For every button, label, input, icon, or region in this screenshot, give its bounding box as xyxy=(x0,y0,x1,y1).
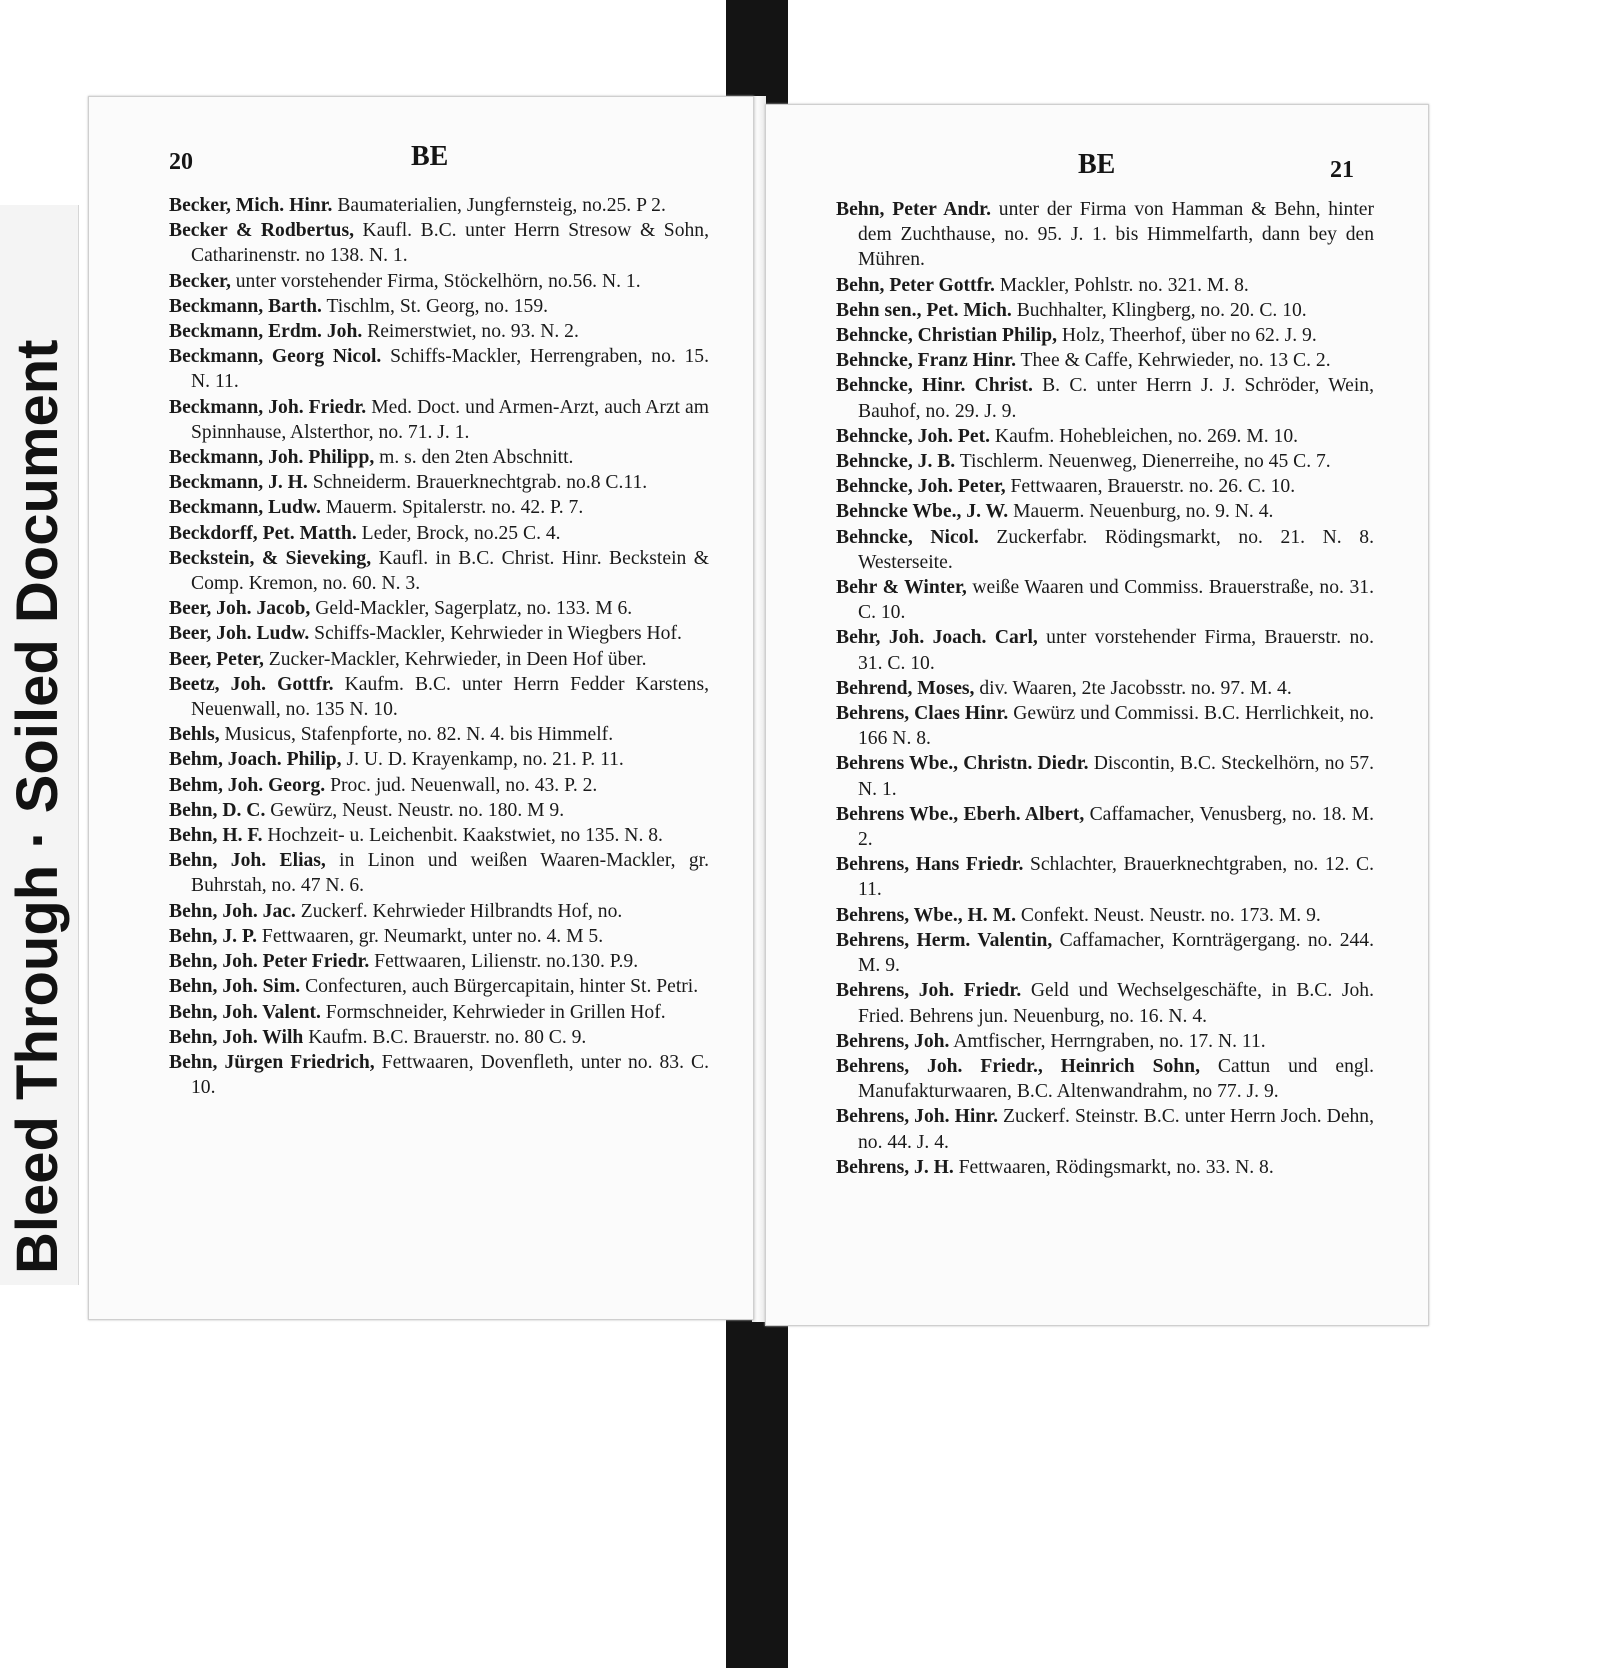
directory-entry xyxy=(836,1104,1374,1154)
directory-entry xyxy=(836,928,1374,978)
directory-entry xyxy=(836,348,1374,373)
entry-details: div. Waaren, 2te Jacobsstr. no. 97. M. 4. xyxy=(974,677,1292,699)
entry-name: Behncke, Joh. Pet. xyxy=(836,425,991,447)
entry-details: Caffamacher, Venusberg, no. 18. M. 2. xyxy=(858,803,1375,851)
entry-name: Behrens, Herm. Valentin, xyxy=(836,929,1053,951)
entry-name: Behls, xyxy=(169,724,220,746)
entry-name: Behrens Wbe., Christn. Diedr. xyxy=(836,753,1089,775)
directory-entry xyxy=(169,899,709,924)
entry-details: Zuckerf. Steinstr. B.C. unter Herrn Joch. Dehn, no. 44. J. 4. xyxy=(858,1106,1375,1153)
directory-entries xyxy=(169,193,709,1100)
entry-name: Beetz, Joh. Gottfr. xyxy=(169,673,334,695)
entry-name: Beckmann, Joh. Philipp, xyxy=(169,447,375,469)
entry-details: B. C. unter Herrn J. J. Schröder, Wein, Bauhof, no. 29. J. 9. xyxy=(858,375,1374,422)
left-page xyxy=(88,96,754,1320)
entry-name: Behrens, Hans Friedr. xyxy=(836,854,1024,876)
entry-details: Buchhalter, Klingberg, no. 20. C. 10. xyxy=(1011,299,1307,321)
entry-details: Gewürz und Commissi. B.C. Herrlichkeit, no. 166 N. 8. xyxy=(858,703,1374,750)
entry-name: Behn, Joh. Sim. xyxy=(169,976,301,998)
entry-details: Formschneider, Kehrwieder in Grillen Hof. xyxy=(320,1001,666,1023)
directory-entry xyxy=(836,802,1374,852)
entry-name: Behrens, Joh. Hinr. xyxy=(836,1106,998,1128)
entry-details: Kaufm. B.C. Brauerstr. no. 80 C. 9. xyxy=(303,1026,587,1048)
entry-name: Behn sen., Pet. Mich. xyxy=(836,299,1012,321)
entry-details: unter vorstehender Firma, Stöckelhörn, no.56. N. 1. xyxy=(230,270,641,292)
entry-details: Caffamacher, Kornträgergang. no. 244. M. 9. xyxy=(858,929,1374,977)
directory-entry xyxy=(169,1000,709,1025)
entry-name: Behn, Joh. Peter Friedr. xyxy=(169,951,370,973)
entry-name: Becker, Mich. Hinr. xyxy=(169,195,333,216)
directory-entry xyxy=(836,903,1374,928)
entry-name: Behr & Winter, xyxy=(836,577,967,599)
directory-entry xyxy=(169,722,709,747)
entry-details: Fettwaaren, Lilienstr. no.130. P.9. xyxy=(369,951,639,973)
entry-details: Kaufm. Hohebleichen, no. 269. M. 10. xyxy=(990,425,1299,447)
directory-entry xyxy=(169,747,709,772)
entry-name: Behncke, Nicol. xyxy=(836,526,979,548)
entry-details: Holz, Theerhof, über no 62. J. 9. xyxy=(1057,325,1317,347)
directory-entry xyxy=(169,445,709,470)
entry-name: Behn, D. C. xyxy=(169,799,266,821)
directory-entry xyxy=(169,218,709,268)
directory-entry xyxy=(169,848,709,898)
entry-details: Confecturen, auch Bürgercapitain, hinter St. Petri. xyxy=(300,976,699,998)
entry-details: in Linon und weißen Waaren-Mackler, gr. Buhrstah, no. 47 N. 6. xyxy=(191,850,709,897)
entry-details: unter der Firma von Hamman & Behn, hinter dem Zuchthause, no. 95. J. 1. bis Himmelfarth, dann bey den Mühren. xyxy=(858,199,1374,271)
entry-name: Behncke, J. B. xyxy=(836,451,956,473)
entry-details: Fettwaaren, Rödingsmarkt, no. 33. N. 8. xyxy=(953,1156,1274,1178)
entry-name: Behn, Jürgen Friedrich, xyxy=(169,1051,375,1073)
entry-details: Zuckerfabr. Rödingsmarkt, no. 21. N. 8. Westerseite. xyxy=(858,526,1374,573)
directory-entry xyxy=(169,596,709,621)
entry-details: Schneiderm. Brauerknechtgrab. no.8 C.11. xyxy=(307,472,648,494)
directory-entry xyxy=(169,647,709,672)
directory-entry xyxy=(169,1025,709,1050)
entry-details: Proc. jud. Neuenwall, no. 43. P. 2. xyxy=(325,774,598,796)
entry-details: Leder, Brock, no.25 C. 4. xyxy=(356,522,561,544)
directory-entry xyxy=(836,978,1374,1028)
entry-details: Cattun und engl. Manufakturwaaren, B.C. Altenwandrahm, no 77. J. 9. xyxy=(858,1055,1375,1103)
entry-details: Schiffs-Mackler, Herrengraben, no. 15. N. 11. xyxy=(191,346,710,393)
directory-entry xyxy=(836,273,1374,298)
directory-entry xyxy=(836,197,1374,273)
right-page xyxy=(765,104,1429,1326)
directory-entry xyxy=(836,424,1374,449)
directory-entry xyxy=(169,773,709,798)
directory-entry xyxy=(836,1029,1374,1054)
entry-details: Zuckerf. Kehrwieder Hilbrandts Hof, no. xyxy=(295,900,623,922)
directory-entry xyxy=(169,672,709,722)
entry-name: Behncke Wbe., J. W. xyxy=(836,501,1009,523)
directory-entry xyxy=(169,395,709,445)
entry-name: Beckstein, & Sieveking, xyxy=(169,547,372,569)
entry-details: Tischlm, St. Georg, no. 159. xyxy=(321,295,549,317)
entry-details: Fettwaaren, gr. Neumarkt, unter no. 4. M 5. xyxy=(257,925,604,947)
entry-name: Behn, J. P. xyxy=(169,925,258,947)
entry-details: Med. Doct. und Armen-Arzt, auch Arzt am Spinnhause, Alsterthor, no. 71. J. 1. xyxy=(191,396,709,443)
directory-entry xyxy=(836,575,1374,625)
entry-name: Behrens, Joh. xyxy=(836,1030,950,1052)
directory-entry xyxy=(169,949,709,974)
directory-entry xyxy=(169,621,709,646)
directory-entry xyxy=(169,294,709,319)
directory-entry xyxy=(169,823,709,848)
entry-name: Behn, Joh. Jac. xyxy=(169,900,296,922)
entry-name: Becker & Rodbertus, xyxy=(169,220,354,242)
entry-details: Musicus, Stafenpforte, no. 82. N. 4. bis Himmelf. xyxy=(219,724,614,746)
scanner-spine-bottom xyxy=(726,1306,788,1668)
directory-entry xyxy=(836,474,1374,499)
entry-details: Geld und Wechselgeschäfte, in B.C. Joh. Fried. Behrens jun. Neuenburg, no. 16. N. 4. xyxy=(858,980,1374,1027)
entry-name: Behncke, Christian Philip, xyxy=(836,325,1058,347)
book-gutter xyxy=(752,96,766,1322)
running-head: BE xyxy=(411,141,449,172)
directory-entry xyxy=(169,924,709,949)
entry-details: Fettwaaren, Brauerstr. no. 26. C. 10. xyxy=(1005,476,1296,498)
entry-details: Reimerstwiet, no. 93. N. 2. xyxy=(362,321,579,343)
entry-name: Behn, Joh. Valent. xyxy=(169,1001,321,1023)
directory-entry xyxy=(836,373,1374,423)
directory-entry xyxy=(836,676,1374,701)
entry-details: Discontin, B.C. Steckelhörn, no 57. N. 1. xyxy=(858,753,1375,800)
entry-name: Beckmann, Ludw. xyxy=(169,497,321,519)
entry-name: Behrend, Moses, xyxy=(836,677,975,699)
directory-entry xyxy=(836,499,1374,524)
entry-name: Behrens, Wbe., H. M. xyxy=(836,904,1016,926)
directory-entry xyxy=(169,521,709,546)
directory-entry xyxy=(169,269,709,294)
directory-entry xyxy=(836,625,1374,675)
directory-entry xyxy=(836,298,1374,323)
entry-details: Mauerm. Neuenburg, no. 9. N. 4. xyxy=(1008,501,1274,523)
entry-name: Behn, Peter Andr. xyxy=(836,199,991,220)
entry-name: Beer, Joh. Jacob, xyxy=(169,598,311,620)
entry-details: J. U. D. Krayenkamp, no. 21. P. 11. xyxy=(341,749,624,771)
directory-entry xyxy=(836,525,1374,575)
entry-name: Becker, xyxy=(169,270,231,292)
entry-name: Behm, Joach. Philip, xyxy=(169,749,342,771)
entry-name: Behn, Peter Gottfr. xyxy=(836,274,995,296)
entry-details: Zucker-Mackler, Kehrwieder, in Deen Hof über. xyxy=(263,648,647,670)
directory-entry xyxy=(169,1050,709,1100)
entry-name: Behncke, Joh. Peter, xyxy=(836,476,1006,498)
entry-details: m. s. den 2ten Abschnitt. xyxy=(374,447,574,469)
directory-entry xyxy=(169,470,709,495)
entry-name: Behr, Joh. Joach. Carl, xyxy=(836,627,1038,649)
entry-name: Beer, Joh. Ludw. xyxy=(169,623,310,645)
entry-details: Schiffs-Mackler, Kehrwieder in Wiegbers Hof. xyxy=(309,623,682,645)
entry-details: Gewürz, Neust. Neustr. no. 180. M 9. xyxy=(265,799,565,821)
entry-name: Behrens Wbe., Eberh. Albert, xyxy=(836,803,1085,825)
directory-entry xyxy=(836,852,1374,902)
entry-details: Mauerm. Spitalerstr. no. 42. P. 7. xyxy=(320,497,584,519)
entry-details: Mackler, Pohlstr. no. 321. M. 8. xyxy=(994,274,1249,296)
directory-entry xyxy=(836,1155,1374,1180)
entry-name: Beckmann, J. H. xyxy=(169,472,308,494)
entry-details: Fettwaaren, Dovenfleth, unter no. 83. C. 10. xyxy=(191,1051,709,1099)
entry-details: Tischlerm. Neuenweg, Dienerreihe, no 45 C. 7. xyxy=(955,451,1331,473)
entry-details: Confekt. Neust. Neustr. no. 173. M. 9. xyxy=(1015,904,1321,926)
entry-details: Schlachter, Brauerknechtgraben, no. 12. C. 11. xyxy=(858,854,1374,901)
entry-details: Amtfischer, Herrngraben, no. 17. N. 11. xyxy=(949,1030,1266,1052)
entry-details: Hochzeit- u. Leichenbit. Kaakstwiet, no 135. N. 8. xyxy=(262,825,663,847)
directory-entry xyxy=(169,546,709,596)
directory-entry xyxy=(169,974,709,999)
entry-name: Behrens, Joh. Friedr. xyxy=(836,980,1022,1002)
directory-entry xyxy=(169,193,709,218)
entry-name: Behn, Joh. Elias, xyxy=(169,850,326,872)
entry-name: Beckdorff, Pet. Matth. xyxy=(169,522,357,544)
directory-entry xyxy=(836,323,1374,348)
directory-entry xyxy=(836,751,1374,801)
directory-entry xyxy=(836,1054,1374,1104)
entry-details: unter vorstehender Firma, Brauerstr. no. 31. C. 10. xyxy=(858,627,1374,674)
directory-entry xyxy=(169,798,709,823)
entry-details: Thee & Caffe, Kehrwieder, no. 13 C. 2. xyxy=(1015,350,1331,372)
entry-name: Behn, Joh. Wilh xyxy=(169,1026,304,1048)
directory-entries xyxy=(836,197,1374,1180)
page-number: 20 xyxy=(169,149,193,175)
entry-details: Kaufl. B.C. unter Herrn Stresow & Sohn, Catharinenstr. no 138. N. 1. xyxy=(191,220,709,267)
entry-name: Beckmann, Barth. xyxy=(169,295,322,317)
entry-details: Geld-Mackler, Sagerplatz, no. 133. M 6. xyxy=(310,598,633,620)
directory-entry xyxy=(169,495,709,520)
directory-entry xyxy=(836,449,1374,474)
entry-details: Kaufm. B.C. unter Herrn Fedder Karstens, Neuenwall, no. 135 N. 10. xyxy=(191,673,710,721)
entry-name: Behrens, Joh. Friedr., Heinrich Sohn, xyxy=(836,1055,1200,1077)
directory-entry xyxy=(169,319,709,344)
entry-name: Beckmann, Erdm. Joh. xyxy=(169,321,363,343)
entry-name: Beckmann, Georg Nicol. xyxy=(169,346,382,368)
directory-entry xyxy=(836,701,1374,751)
entry-name: Behrens, Claes Hinr. xyxy=(836,703,1009,725)
entry-name: Behncke, Franz Hinr. xyxy=(836,350,1016,372)
entry-details: Kaufl. in B.C. Christ. Hinr. Beckstein & Comp. Kremon, no. 60. N. 3. xyxy=(191,547,710,595)
entry-name: Behncke, Hinr. Christ. xyxy=(836,375,1033,397)
running-head: BE xyxy=(1078,149,1116,180)
scanner-spine-top xyxy=(726,0,788,108)
entry-name: Behrens, J. H. xyxy=(836,1156,954,1178)
entry-name: Behm, Joh. Georg. xyxy=(169,774,326,796)
entry-details: weiße Waaren und Commiss. Brauerstraße, no. 31. C. 10. xyxy=(858,577,1374,624)
side-label: Bleed Through · Soiled Document xyxy=(5,339,70,1274)
entry-name: Behn, H. F. xyxy=(169,825,263,847)
page-number: 21 xyxy=(1330,157,1354,183)
entry-details: Baumaterialien, Jungfernsteig, no.25. P 2. xyxy=(332,195,666,216)
directory-entry xyxy=(169,344,709,394)
entry-name: Beckmann, Joh. Friedr. xyxy=(169,396,367,418)
entry-name: Beer, Peter, xyxy=(169,648,264,670)
